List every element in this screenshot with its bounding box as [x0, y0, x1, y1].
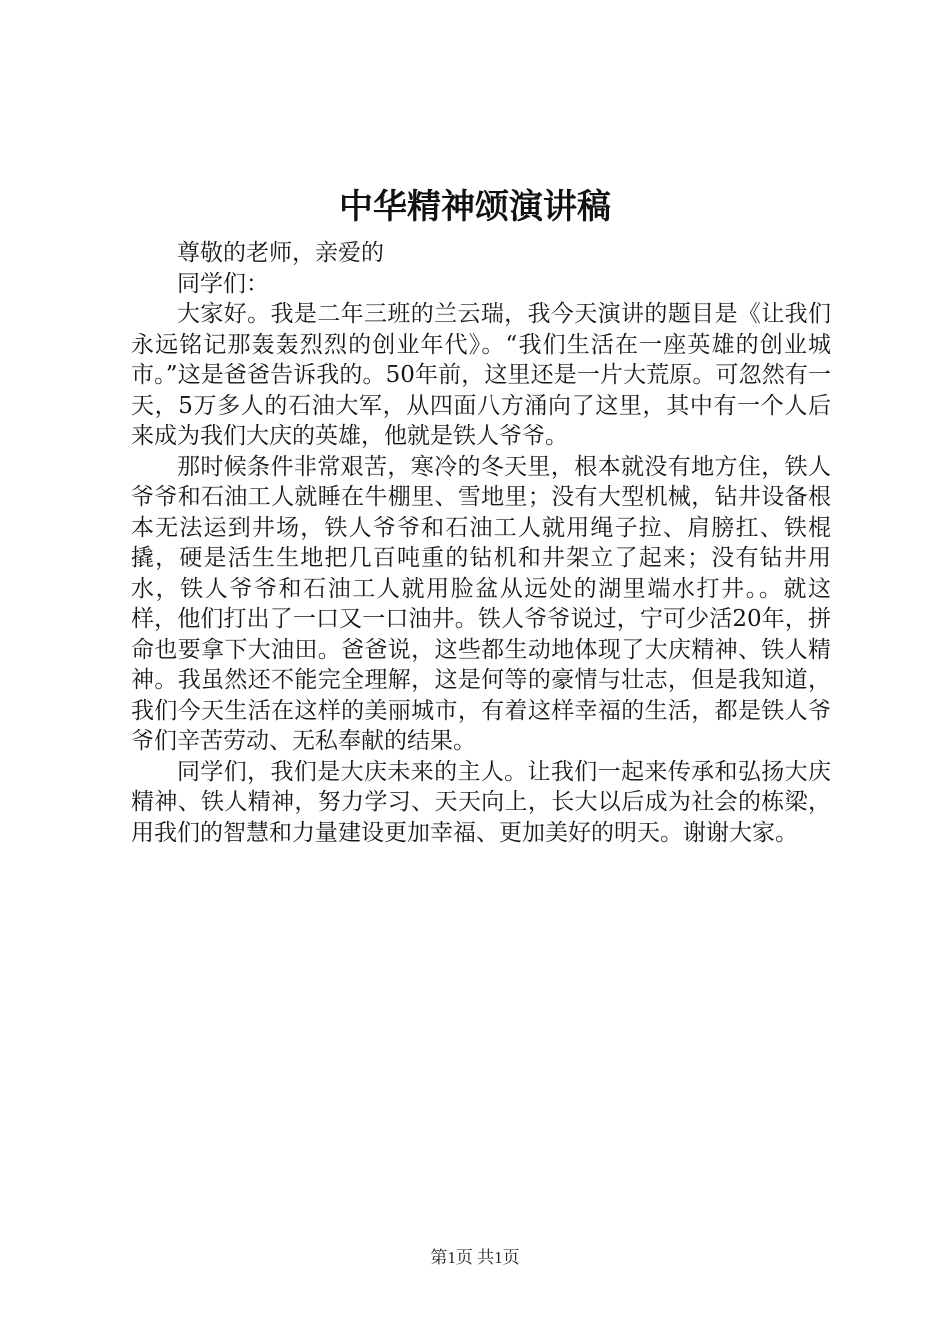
salutation-line-1: 尊敬的老师，亲爱的: [177, 240, 384, 266]
page-title: 中华精神颂演讲稿: [339, 187, 611, 227]
paragraph-2: 那时候条件非常艰苦，寒冷的冬天里，根本就没有地方住，铁人爷爷和石油工人就睡在牛棚里、雪地里；没有大型机械，钻井设备根本无法运到井场，铁人爷爷和石油工人就用绳子拉、肩膀扛、铁棍撬，硬是活生生地把几百吨重的钻机和井架立了起来；没有钻井用水，铁人爷爷和石油工人就用脸盆从远处的湖里端水打井。。就这样，他们打出了一口又一口油井。铁人爷爷说过，宁可少活20年，拼命也要拿下大油田。爸爸说，这些都生动地体现了大庆精神、铁人精神。我虽然还不能完全理解，这是何等的豪情与壮志，但是我知道，我们今天生活在这样的美丽城市，有着这样幸福的生活，都是铁人爷爷们辛苦劳动、无私奉献的结果。: [131, 453, 831, 754]
paragraph-3: 同学们，我们是大庆未来的主人。让我们一起来传承和弘扬大庆精神、铁人精神，努力学习、天天向上，长大以后成为社会的栋梁，用我们的智慧和力量建设更加幸福、更加美好的明天。谢谢大家。: [131, 758, 831, 846]
salutation-line-2: 同学们：: [177, 270, 269, 297]
speech-body: [131, 238, 831, 848]
page-footer: 第1页 共1页: [430, 1248, 520, 1267]
paragraph-1: 大家好。我是二年三班的兰云瑞，我今天演讲的题目是《让我们永远铭记那轰轰烈烈的创业年代》。“我们生活在一座英雄的创业城市。”这是爸爸告诉我的。50年前，这里还是一片大荒原。可忽然有一天，5万多人的石油大军，从四面八方涌向了这里，其中有一个人后来成为我们大庆的英雄，他就是铁人爷爷。: [131, 301, 831, 449]
